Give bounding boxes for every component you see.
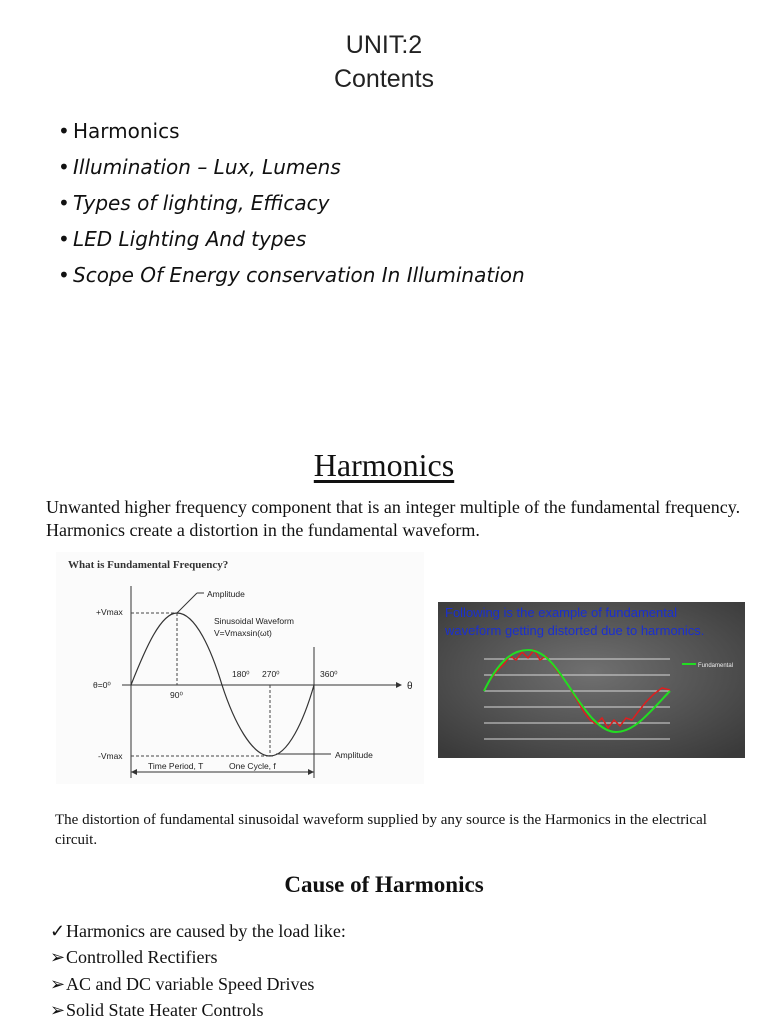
contents-title: Contents: [333, 65, 435, 93]
theta-axis-label: θ: [407, 681, 413, 692]
deg90-label: 90⁰: [170, 690, 183, 700]
bullet-dot: •: [58, 263, 70, 287]
contents-item: • Types of lighting, Efficacy: [58, 188, 525, 224]
bullet-dot: •: [58, 119, 70, 143]
vmax-pos-label: +Vmax: [96, 607, 123, 617]
cause-heading: Cause of Harmonics: [284, 872, 484, 897]
distortion-caption-line2: waveform getting distorted due to harmonics.: [445, 623, 705, 638]
arrowhead-icon: ➢: [50, 999, 66, 1020]
period-arrow-head: [131, 769, 137, 775]
theta-zero-label: θ=0⁰: [93, 680, 111, 690]
cause-item: ➢Controlled Rectifiers: [50, 944, 346, 970]
figure-caption: The distortion of fundamental sinusoidal waveform supplied by any source is the Harmonics in the electrical circuit.: [55, 812, 707, 848]
deg270-label: 270⁰: [262, 669, 280, 679]
arrowhead-icon: ➢: [50, 973, 66, 994]
amplitude-leader: [177, 593, 197, 613]
distortion-caption-line1: Following is the example of fundamental: [445, 605, 677, 620]
fundamental-frequency-diagram: [56, 552, 424, 784]
period-arrow-head: [308, 769, 314, 775]
contents-item: • Scope Of Energy conservation In Illumination: [58, 260, 525, 296]
contents-item: • Harmonics: [58, 116, 525, 152]
distorted-waveform-figure: [438, 602, 745, 758]
harmonics-intro: Unwanted higher frequency component that is an integer multiple of the fundamental frequency. Harmonics create a distortion in the fundamental waveform.: [46, 497, 741, 540]
bullet-dot: •: [58, 155, 70, 179]
bullet-dot: •: [58, 227, 70, 251]
legend-label: Fundamental: [698, 663, 734, 669]
cause-item: ➢AC and DC variable Speed Drives: [50, 971, 346, 997]
axis-arrow: [396, 682, 402, 688]
vmax-neg-label: -Vmax: [98, 751, 123, 761]
deg180-label: 180⁰: [232, 669, 250, 679]
cause-item: ✓Harmonics are caused by the load like:: [50, 918, 346, 944]
check-icon: ✓: [50, 921, 66, 941]
contents-item: • LED Lighting And types: [58, 224, 525, 260]
contents-item: • Illumination – Lux, Lumens: [58, 152, 525, 188]
waveform-name: Sinusoidal Waveform: [214, 616, 294, 626]
amplitude-label-bottom: Amplitude: [335, 750, 373, 760]
deg360-label: 360⁰: [320, 669, 338, 679]
causes-list: [50, 918, 346, 1023]
time-period-label: Time Period, T: [148, 761, 204, 771]
contents-list: [58, 116, 525, 296]
harmonics-heading: Harmonics: [313, 447, 455, 483]
cause-item: ➢Solid State Heater Controls: [50, 997, 346, 1023]
one-cycle-label: One Cycle, f: [229, 761, 276, 771]
diagram-title: What is Fundamental Frequency?: [68, 559, 229, 571]
waveform-equation: V=Vmaxsin(ωt): [214, 628, 272, 638]
amplitude-label-top: Amplitude: [207, 589, 245, 599]
unit-label: UNIT:2: [345, 31, 423, 59]
bullet-dot: •: [58, 191, 70, 215]
arrowhead-icon: ➢: [50, 947, 66, 968]
